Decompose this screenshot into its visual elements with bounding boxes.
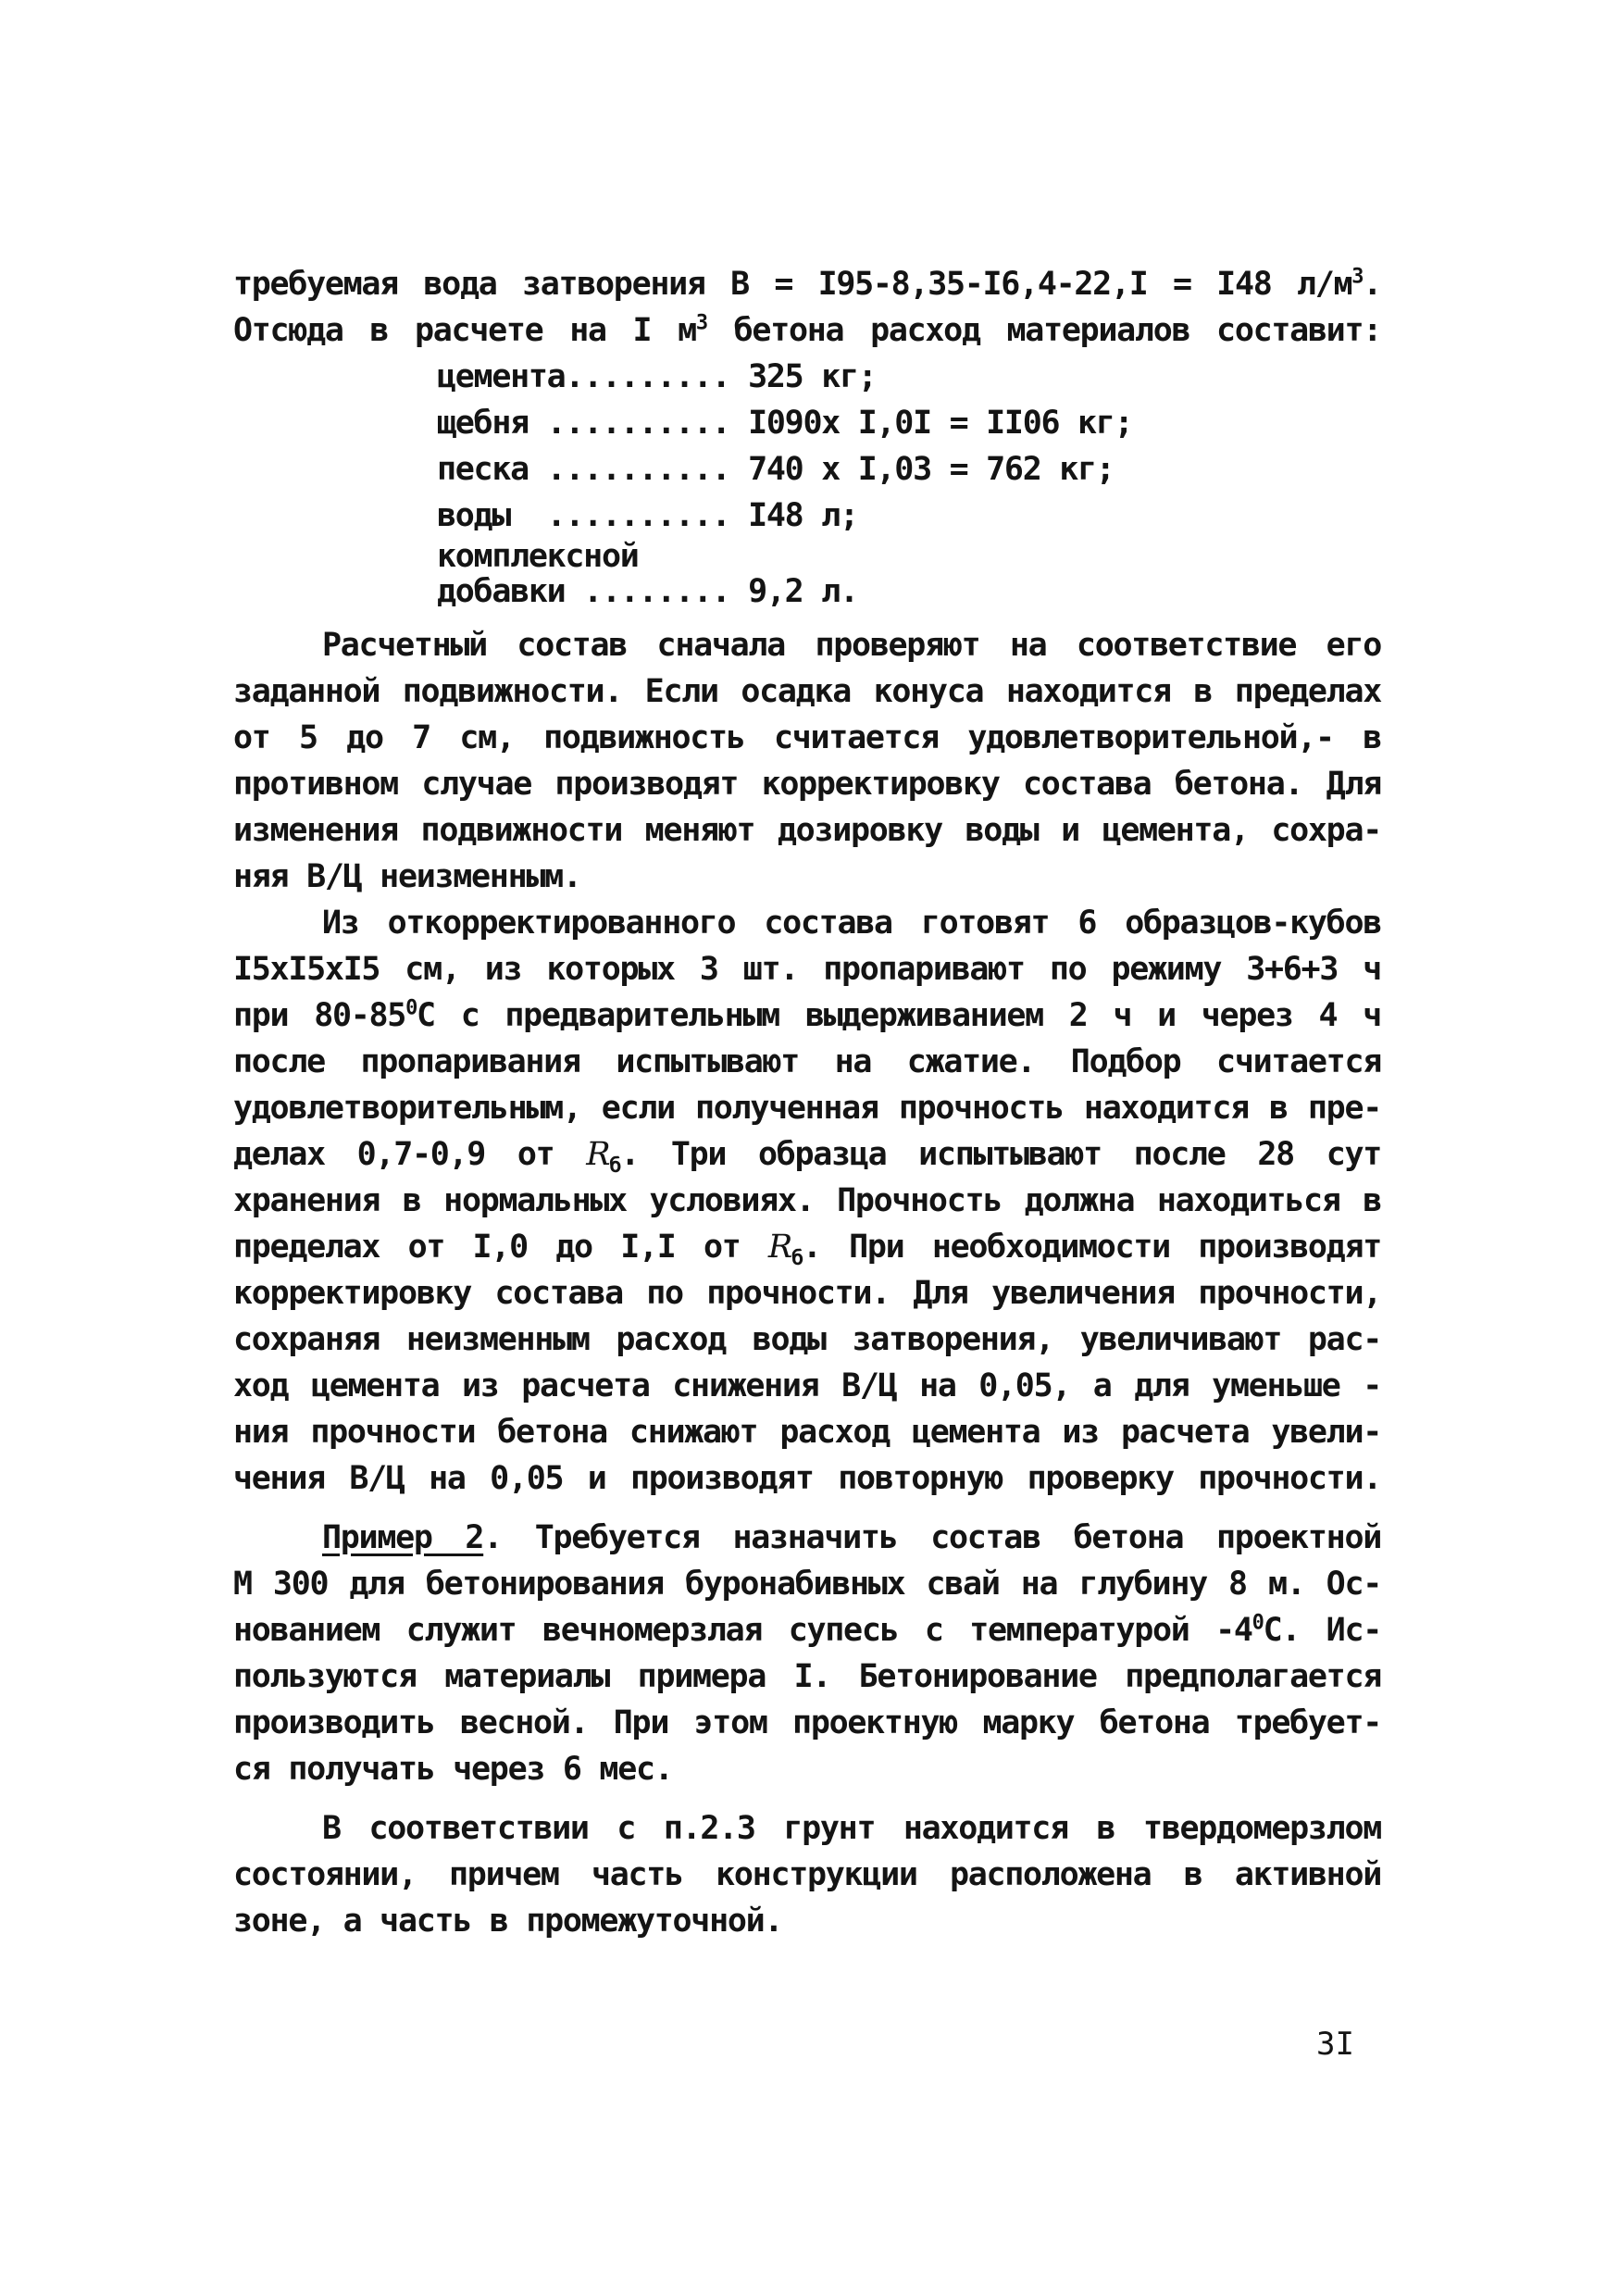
text-line: Расчетный состав сначала проверяют на соответствие его (322, 627, 1381, 664)
text-span: . При необходимости производят (802, 1229, 1381, 1266)
text-line: ния прочности бетона снижают расход цемента из расчета увели- (233, 1414, 1381, 1451)
superscript: 0 (1252, 1611, 1264, 1635)
text-line: сохраняя неизменным расход воды затворения, увеличивают рас- (233, 1321, 1381, 1358)
material-row (233, 539, 1400, 574)
text-span: при 80-85 (233, 997, 406, 1034)
example-label: Пример 2 (322, 1519, 484, 1556)
paragraph (233, 1805, 1400, 1944)
text-line: заданной подвижности. Если осадка конуса находится в пределах (233, 673, 1381, 710)
text-span: Отсюда в расчете на I м (233, 312, 696, 349)
text-line (233, 307, 1381, 354)
material-row (233, 493, 1400, 539)
material-value: I48 л; (729, 497, 858, 534)
material-name: цемента......... (437, 358, 730, 395)
text-span: бетона расход материалов составит: (706, 312, 1381, 349)
superscript: 3 (695, 311, 707, 335)
text-span: пределах от I,0 до I,I от (233, 1229, 768, 1266)
material-value: I090x I,0I = II06 кг; (729, 405, 1133, 442)
text-span: требуемая вода затворения В = I95-8,35-I6,4-22,I = I48 л/м (233, 266, 1352, 303)
superscript: 3 (1351, 265, 1364, 289)
text-line: няя В/Ц неизменным. (233, 858, 581, 895)
body-text (233, 261, 1400, 1944)
text-line: ход цемента из расчета снижения В/Ц на 0,05, а для уменьше - (233, 1367, 1381, 1404)
symbol-r: R (767, 1229, 791, 1266)
text-line (233, 1515, 1381, 1561)
material-row (233, 400, 1400, 446)
text-line: хранения в нормальных условиях. Прочность должна находиться в (233, 1182, 1381, 1219)
material-row (233, 446, 1400, 493)
text-span: . Три образца испытывают после 28 сут (620, 1136, 1382, 1173)
text-line: пользуются материалы примера I. Бетонирование предполагается (233, 1658, 1381, 1695)
text-span: . Требуется назначить состав бетона проектной (483, 1519, 1381, 1556)
text-span: С. Ис- (1263, 1612, 1381, 1649)
text-line (233, 1607, 1381, 1653)
text-line (233, 992, 1381, 1039)
text-line: удовлетворительным, если полученная прочность находится в пре- (233, 1090, 1381, 1127)
paragraph (233, 900, 1400, 1502)
symbol-r: R (586, 1136, 610, 1173)
text-line: В соответствии с п.2.3 грунт находится в твердомерзлом (322, 1810, 1381, 1847)
paragraph (233, 1515, 1400, 1792)
text-span: нованием служит вечномерзлая супесь с температурой -4 (233, 1612, 1252, 1649)
text-line: зоне, а часть в промежуточной. (233, 1903, 783, 1940)
text-line: состоянии, причем часть конструкции расположена в активной (233, 1856, 1381, 1893)
text-span: делах 0,7-0,9 от (233, 1136, 587, 1173)
materials-list (233, 354, 1400, 609)
text-line (233, 1131, 1381, 1178)
text-line: производить весной. При этом проектную марку бетона требует- (233, 1704, 1381, 1741)
text-line: противном случае производят корректировку состава бетона. Для (233, 766, 1381, 803)
material-value: 9,2 л. (729, 573, 858, 610)
text-line: чения В/Ц на 0,05 и производят повторную проверку прочности. (233, 1460, 1381, 1497)
subscript: б (791, 1247, 803, 1270)
material-value: 740 x I,03 = 762 кг; (729, 451, 1115, 488)
superscript: 0 (405, 996, 417, 1020)
page-number: 3I (1316, 2026, 1354, 2063)
text-line: Из откорректированного состава готовят 6 образцов-кубов (322, 905, 1381, 942)
subscript: б (609, 1154, 621, 1178)
text-line (233, 1224, 1381, 1270)
text-line: изменения подвижности меняют дозировку воды и цемента, сохра- (233, 812, 1381, 849)
text-line (233, 261, 1381, 307)
text-span: С с предварительным выдерживанием 2 ч и через 4 ч (417, 997, 1381, 1034)
material-row (233, 574, 1400, 609)
material-name: комплексной (437, 538, 639, 575)
text-line: корректировку состава по прочности. Для увеличения прочности, (233, 1275, 1381, 1312)
text-line: I5xI5xI5 см, из которых 3 шт. пропаривают по режиму 3+6+3 ч (233, 951, 1381, 988)
material-name: песка .......... (437, 451, 730, 488)
material-name: воды .......... (437, 497, 730, 534)
material-name: щебня .......... (437, 405, 730, 442)
paragraph (233, 622, 1400, 900)
text-line: после пропаривания испытывают на сжатие. Подбор считается (233, 1043, 1381, 1080)
text-line: ся получать через 6 мес. (233, 1751, 673, 1788)
text-line: М 300 для бетонирования буронабивных свай на глубину 8 м. Ос- (233, 1566, 1381, 1603)
text-span: . (1363, 266, 1381, 303)
material-value: 325 кг; (729, 358, 877, 395)
material-row (233, 354, 1400, 400)
material-name: добавки ........ (437, 573, 730, 610)
text-line: от 5 до 7 см, подвижность считается удовлетворительной,- в (233, 719, 1381, 756)
